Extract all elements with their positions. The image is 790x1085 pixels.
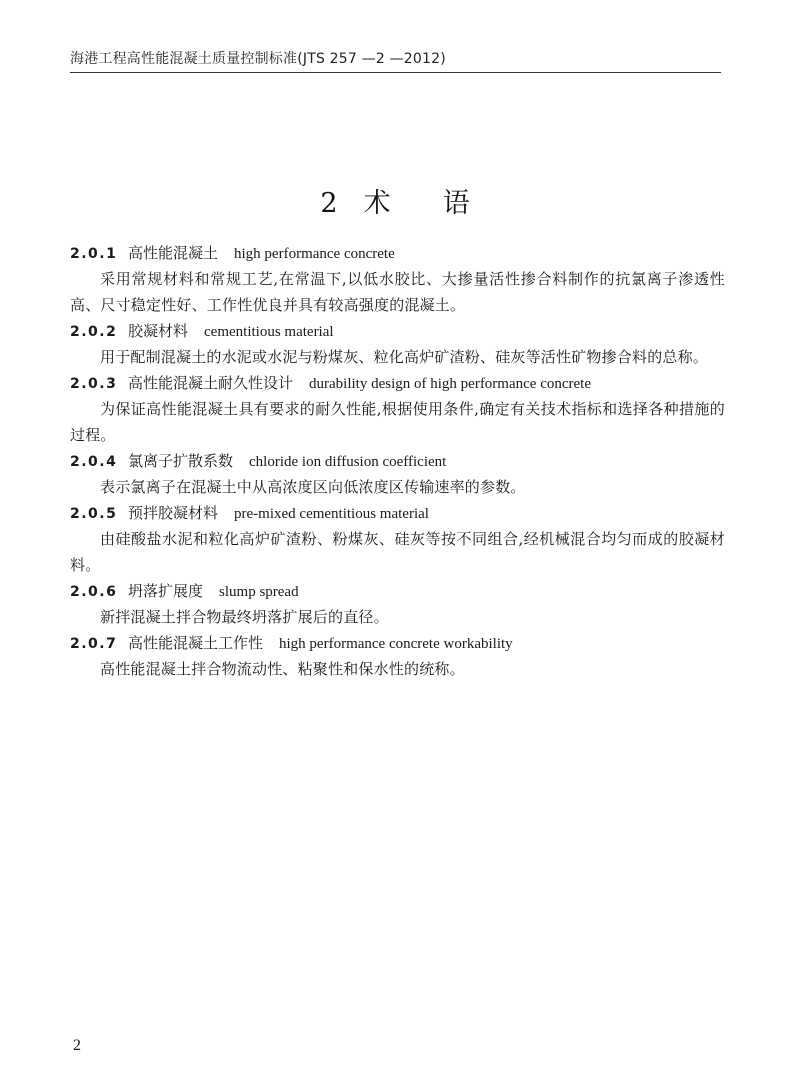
term-entry — [70, 448, 725, 500]
term-english: chloride ion diffusion coefficient — [249, 454, 447, 470]
term-chinese: 高性能混凝土耐久性设计 — [128, 374, 294, 392]
term-entry — [70, 500, 725, 578]
term-heading — [70, 500, 725, 526]
term-entry — [70, 578, 725, 630]
term-entry — [70, 240, 725, 318]
page-number: 2 — [73, 1037, 81, 1054]
term-heading — [70, 240, 725, 266]
term-number: 2.0.7 — [70, 636, 118, 652]
term-chinese: 高性能混凝土 — [128, 244, 219, 262]
term-entry — [70, 318, 725, 370]
header-rule — [70, 72, 721, 73]
term-heading — [70, 630, 725, 656]
term-english: slump spread — [219, 584, 299, 600]
term-definition: 高性能混凝土拌合物流动性、粘聚性和保水性的统称。 — [100, 660, 465, 678]
term-heading — [70, 578, 725, 604]
term-english: high performance concrete — [234, 246, 395, 262]
term-chinese: 高性能混凝土工作性 — [128, 634, 264, 652]
term-chinese: 氯离子扩散系数 — [128, 452, 234, 470]
term-definition: 由硅酸盐水泥和粒化高炉矿渣粉、粉煤灰、硅灰等按不同组合,经机械混合均匀而成的胶凝材料。 — [70, 530, 725, 574]
term-english: high performance concrete workability — [279, 636, 513, 652]
term-definition: 为保证高性能混凝土具有要求的耐久性能,根据使用条件,确定有关技术指标和选择各种措施的过程。 — [70, 400, 725, 444]
term-number: 2.0.1 — [70, 246, 118, 262]
term-number: 2.0.3 — [70, 376, 118, 392]
term-definition: 表示氯离子在混凝土中从高浓度区向低浓度区传输速率的参数。 — [100, 478, 526, 496]
term-number: 2.0.5 — [70, 506, 118, 522]
term-definition: 用于配制混凝土的水泥或水泥与粉煤灰、粒化高炉矿渣粉、硅灰等活性矿物掺合料的总称。 — [100, 348, 709, 366]
chapter-title — [0, 181, 790, 220]
chapter-title-char-2: 语 — [442, 188, 470, 219]
term-chinese: 坍落扩展度 — [128, 582, 204, 600]
term-number: 2.0.4 — [70, 454, 118, 470]
term-entry — [70, 370, 725, 448]
running-header: 海港工程高性能混凝土质量控制标准(JTS 257 —2 —2012) — [70, 51, 446, 67]
term-chinese: 预拌胶凝材料 — [128, 504, 219, 522]
chapter-number: 2 — [320, 188, 338, 219]
term-definition: 采用常规材料和常规工艺,在常温下,以低水胶比、大掺量活性掺合料制作的抗氯离子渗透性高、尺寸稳定性好、工作性优良并具有较高强度的混凝土。 — [70, 270, 725, 314]
term-number: 2.0.2 — [70, 324, 118, 340]
term-definition: 新拌混凝土拌合物最终坍落扩展后的直径。 — [100, 608, 389, 626]
term-entry — [70, 630, 725, 682]
terms-list — [70, 240, 725, 682]
term-english: pre-mixed cementitious material — [234, 506, 429, 522]
term-heading — [70, 370, 725, 396]
term-number: 2.0.6 — [70, 584, 118, 600]
term-heading — [70, 448, 725, 474]
term-chinese: 胶凝材料 — [128, 322, 189, 340]
term-english: cementitious material — [204, 324, 334, 340]
chapter-title-char-1: 术 — [363, 188, 391, 219]
term-heading — [70, 318, 725, 344]
term-english: durability design of high performance concrete — [309, 376, 591, 392]
